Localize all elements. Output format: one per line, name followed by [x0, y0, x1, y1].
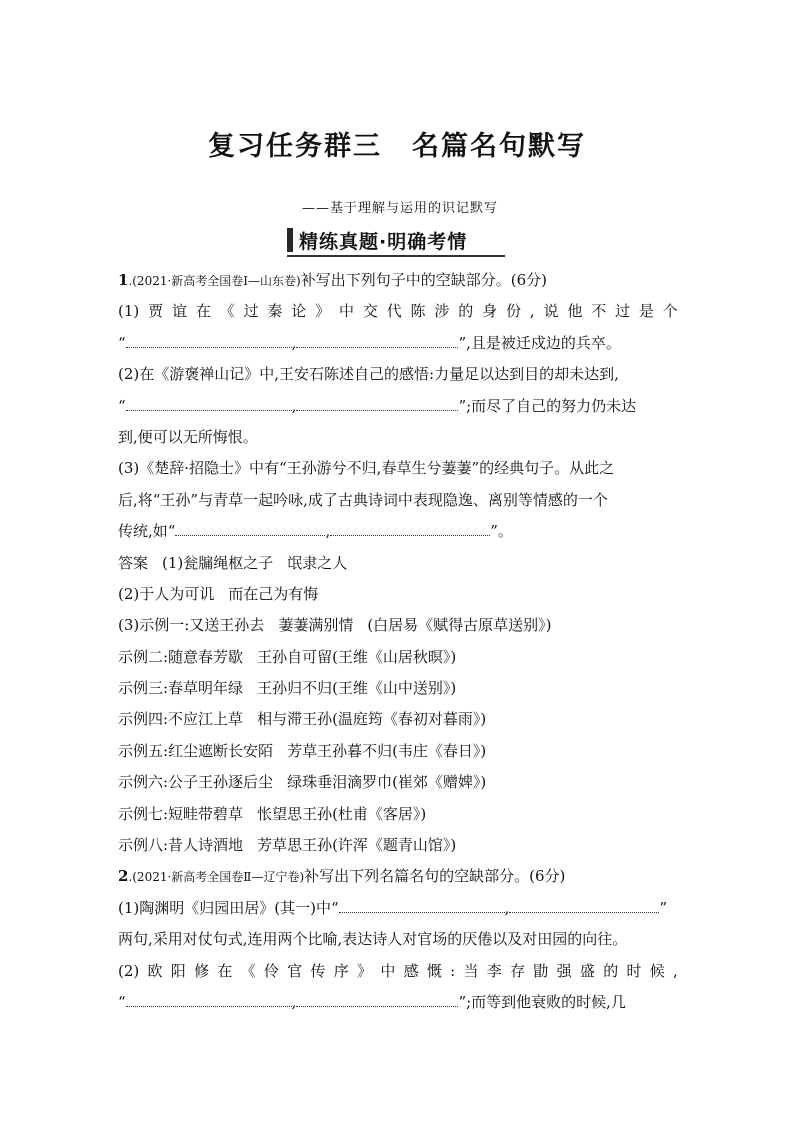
q2-p2-char: (2): [118, 961, 140, 980]
answer-blank[interactable]: [296, 990, 458, 1007]
open-quote: “: [118, 396, 126, 415]
q2-p2-char: 在: [217, 961, 233, 980]
q1-p1-char: 《: [219, 302, 235, 321]
q2-p1-end: ”: [659, 898, 668, 917]
example-a: 示例七:短畦带碧草: [118, 804, 244, 823]
q2-part1-line2: 两句,采用对仗句式,连用两个比喻,表达诗人对官场的厌倦以及对田园的向往。: [118, 930, 628, 949]
example-b: 芳草思王孙(许浑《题青山馆》): [257, 836, 457, 855]
q1-p1-line2-end: ”,且是被迁戍边的兵卒。: [458, 333, 621, 352]
q2-p2-char: 时: [626, 961, 642, 980]
q2-header: [118, 861, 678, 892]
example-b: 芳草王孙暮不归(韦庄《春日》): [287, 741, 487, 760]
example-a: 示例三:春草明年绿: [118, 679, 244, 698]
q1-p2-line2-end: ”;而尽了自己的努力仍未达: [458, 396, 637, 415]
comma: ,: [291, 396, 297, 415]
example-a: 示例六:公子王孙逐后尘: [118, 773, 274, 792]
answer-text: (3)示例一:又送王孙去: [118, 616, 265, 635]
answer-example: [118, 673, 678, 704]
q2-p2-char: 官: [287, 961, 303, 980]
q2-p2-char: 中: [380, 961, 396, 980]
q2-p2-char: 的: [603, 961, 619, 980]
q1-p3-line3-start: 传统,如“: [118, 522, 176, 541]
example-b: 王孙自可留(王维《山居秋暝》): [257, 647, 457, 666]
answer-text: 氓隶之人: [287, 553, 348, 572]
q2-p2-char: 》: [357, 961, 373, 980]
answer-text: 而在己为有悔: [228, 584, 319, 603]
q1-p1-char: 论: [291, 302, 307, 321]
q1-part1-line1: [118, 296, 678, 327]
example-a: 示例二:随意春芳歇: [118, 647, 244, 666]
q1-p3-line3-end: ”。: [490, 522, 513, 541]
banner-text: 精练真题·明确考情: [299, 230, 468, 253]
open-quote: “: [118, 992, 126, 1011]
example-b: 相与滞王孙(温庭筠《春初对暮雨》): [257, 710, 487, 729]
question-content: [118, 265, 678, 1018]
comma: ,: [291, 333, 297, 352]
q1-source: .(2021·新高考全国卷Ⅰ—山东卷): [128, 274, 301, 288]
q1-part2-line3: 到,便可以无所悔恨。: [118, 427, 258, 446]
title-right: 名篇名句默写: [412, 131, 586, 162]
q1-p1-char: 个: [662, 302, 678, 321]
answer-text: (1)瓮牖绳枢之子: [162, 553, 274, 572]
q2-p1-start: (1)陶渊明《归园田居》(其一)中“: [118, 898, 339, 917]
title-left: 复习任务群三: [208, 131, 382, 162]
q1-p1-char: 份: [505, 302, 521, 321]
q2-part2-line2: [118, 987, 678, 1018]
q1-p1-char: 是: [638, 302, 654, 321]
q1-part3-line2: 后,将“王孙”与青草一起吟咏,成了古典诗词中表现隐逸、离别等情感的一个: [118, 490, 608, 509]
answer-blank[interactable]: [296, 394, 458, 411]
q2-p2-char: 盛: [579, 961, 595, 980]
q2-source: .(2021·新高考全国卷Ⅱ—辽宁卷): [128, 870, 305, 885]
q1-p1-char: 贾: [148, 302, 164, 321]
answer-text: (2)于人为可讥: [118, 584, 215, 603]
q1-prompt: 补写出下列句子中的空缺部分。(6分): [300, 271, 547, 289]
answer-example: [118, 642, 678, 673]
q1-part3-line3: [118, 516, 678, 547]
section-banner: [287, 225, 505, 255]
example-b: 怅望思王孙(杜甫《客居》): [257, 804, 427, 823]
q2-number: 2: [118, 867, 129, 886]
q2-p2-char: 李: [486, 961, 502, 980]
q1-p1-char: 中: [338, 302, 354, 321]
q1-p1-char: 的: [458, 302, 474, 321]
answer-example: [118, 767, 678, 798]
q2-p2-char: ,: [673, 961, 678, 980]
example-a: 示例八:昔人诗酒地: [118, 836, 244, 855]
q1-p1-char: 身: [482, 302, 498, 321]
answer-blank[interactable]: [126, 990, 292, 1007]
q1-p1-char: 谊: [171, 302, 187, 321]
q1-p1-char: ,: [529, 302, 535, 321]
q2-p2-char: 慨: [426, 961, 442, 980]
comma: ,: [325, 522, 331, 541]
answer-text: (白居易《赋得古原草送别》): [367, 616, 552, 635]
answer-example: [118, 704, 678, 735]
q1-p1-char: 》: [315, 302, 331, 321]
q2-prompt: 补写出下列名篇名句的空缺部分。(6分): [304, 867, 566, 886]
q1-p1-char: 代: [386, 302, 402, 321]
comma: ,: [504, 898, 510, 917]
answer-text: 萋萋满别情: [278, 616, 354, 635]
example-b: 王孙归不归(王维《山中送别》): [257, 679, 457, 698]
q1-p1-char: (1): [118, 302, 140, 321]
q1-part3-line1: (3)《楚辞·招隐士》中有“王孙游兮不归,春草生兮萋萋”的经典句子。从此之: [118, 459, 615, 478]
q1-p1-char: 说: [543, 302, 559, 321]
open-quote: “: [118, 333, 126, 352]
q1-p1-char: 不: [591, 302, 607, 321]
q1-number: 1: [118, 271, 129, 289]
answer-label: 答案: [118, 553, 149, 572]
answer-blank[interactable]: [126, 394, 292, 411]
page-subtitle: ——基于理解与运用的识记默写: [301, 201, 498, 216]
q2-p2-char: 当: [463, 961, 479, 980]
answer-line-1: [118, 548, 678, 579]
example-b: 绿珠垂泪滴罗巾(崔郊《赠婢》): [287, 773, 487, 792]
banner-underline: [287, 255, 505, 257]
q1-p1-char: 陈: [410, 302, 426, 321]
q2-p2-char: 勖: [533, 961, 549, 980]
q2-p2-char: 《: [240, 961, 256, 980]
q2-p2-char: 强: [556, 961, 572, 980]
q2-p2-char: 伶: [263, 961, 279, 980]
answer-blank[interactable]: [175, 519, 325, 536]
q1-part1-line2: [118, 328, 678, 359]
q1-p1-char: 过: [243, 302, 259, 321]
q1-p1-char: 秦: [267, 302, 283, 321]
comma: ,: [291, 992, 297, 1011]
answer-line-3: [118, 610, 678, 641]
example-a: 示例五:红尘遮断长安陌: [118, 741, 274, 760]
q1-p1-char: 他: [567, 302, 583, 321]
q2-p2-char: 感: [403, 961, 419, 980]
q2-part2-line1: [118, 956, 678, 987]
q2-p2-char: :: [450, 961, 456, 980]
answer-blank[interactable]: [339, 896, 505, 913]
q1-header: [118, 265, 678, 296]
banner-bar-icon: [287, 228, 293, 252]
q1-p1-char: 在: [195, 302, 211, 321]
example-a: 示例四:不应江上草: [118, 710, 244, 729]
q2-p2-char: 阳: [170, 961, 186, 980]
q1-p1-char: 涉: [434, 302, 450, 321]
page-title: [0, 124, 794, 163]
q2-p2-char: 存: [510, 961, 526, 980]
answer-line-2: [118, 579, 678, 610]
q2-p2-char: 传: [310, 961, 326, 980]
answer-blank[interactable]: [126, 331, 292, 348]
q1-part2-line1: (2)在《游褒禅山记》中,王安石陈述自己的感悟:力量足以达到目的却未达到,: [118, 365, 619, 384]
q2-p2-char: 欧: [147, 961, 163, 980]
q2-p2-char: 序: [333, 961, 349, 980]
q1-p1-char: 过: [615, 302, 631, 321]
q2-p2-char: 候: [649, 961, 665, 980]
q1-p1-char: 交: [362, 302, 378, 321]
answer-example: [118, 736, 678, 767]
answer-blank[interactable]: [330, 519, 490, 536]
q1-part2-line2: [118, 391, 678, 422]
q2-p2-line2-end: ”;而等到他衰败的时候,几: [458, 992, 626, 1011]
answer-example: [118, 830, 678, 861]
answer-example: [118, 799, 678, 830]
answer-blank[interactable]: [509, 896, 659, 913]
q2-part1-line1: [118, 893, 678, 924]
answer-blank[interactable]: [296, 331, 458, 348]
q2-p2-char: 修: [194, 961, 210, 980]
